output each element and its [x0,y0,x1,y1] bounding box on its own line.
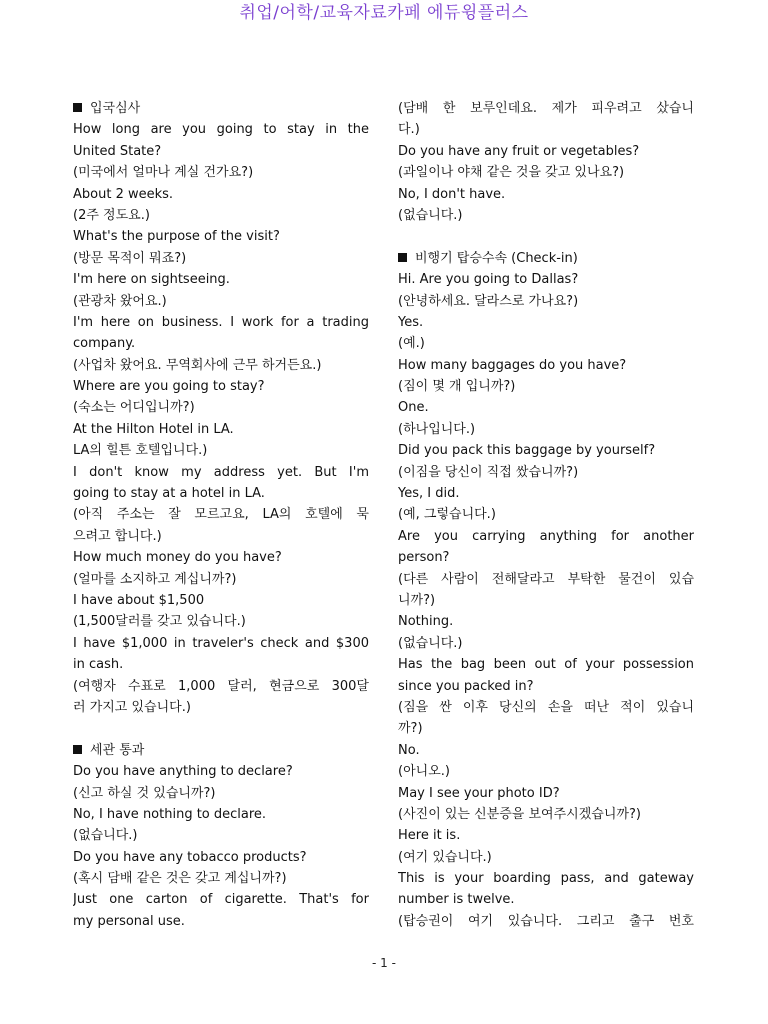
text-line: (아직 주소는 잘 모르고요, LA의 호텔에 묵 [73,507,369,523]
section-heading [398,248,694,269]
text-line: (예, 그렇습니다.) [398,507,496,523]
text-line: (안녕하세요. 달라스로 가나요?) [398,293,579,309]
text-line: Are you carrying anything for another [398,528,694,544]
square-bullet-icon [73,745,82,754]
text-line: 니까?) [398,592,436,608]
text-line: Has the bag been out of your possession [398,657,694,673]
text-line: (과일이나 야채 같은 것을 갖고 있나요?) [398,165,625,181]
text-line: in cash. [73,657,124,673]
blank-line [73,718,369,739]
text-line: Do you have anything to declare? [73,764,293,780]
text-line: (없습니다.) [73,828,138,844]
text-line: Nothing. [398,614,454,630]
text-line: (다른 사람이 전해달라고 부탁한 물건이 있습 [398,571,694,587]
left-column [73,98,369,932]
text-line: At the Hilton Hotel in LA. [73,421,234,437]
text-line: (이짐을 당신이 직접 쌌습니까?) [398,464,579,480]
text-line: How many baggages do you have? [398,357,627,373]
text-line: No. [398,742,420,758]
text-line: I'm here on sightseeing. [73,272,230,288]
text-line: May I see your photo ID? [398,785,560,801]
section-heading-text: 입국심사 [90,101,141,116]
text-line: I'm here on business. I work for a trading [73,314,369,330]
text-line: I have about $1,500 [73,592,205,608]
text-line: Just one carton of cigarette. That's for [73,892,369,908]
text-line: United State? [73,143,162,159]
text-line: (사업차 왔어요. 무역회사에 근무 하거든요.) [73,357,322,373]
text-line: (탑승권이 여기 있습니다. 그리고 출구 번호 [398,913,694,929]
text-line: How much money do you have? [73,550,282,566]
text-line: (혹시 담배 같은 것은 갖고 계십니까?) [73,871,287,887]
text-line: (사진이 있는 신분증을 보여주시겠습니까?) [398,806,641,822]
text-line: (없습니다.) [398,207,463,223]
text-line: 러 가지고 있습니다.) [73,699,191,715]
text-line: my personal use. [73,913,185,929]
text-line: One. [398,400,429,416]
text-line: (미국에서 얼마나 계실 건가요?) [73,165,254,181]
text-line: (2주 정도요.) [73,207,150,223]
text-line: 다.) [398,122,420,138]
square-bullet-icon [398,253,407,262]
text-line: About 2 weeks. [73,186,174,202]
text-line: Where are you going to stay? [73,379,265,395]
text-line: Yes. [398,314,424,330]
square-bullet-icon [73,103,82,112]
text-line: (신고 하실 것 있습니까?) [73,785,216,801]
text-line: 으려고 합니다.) [73,528,162,544]
text-line: (관광차 왔어요.) [73,293,167,309]
right-column [398,98,694,932]
text-line: (여행자 수표로 1,000 달러, 현금으로 300달 [73,678,369,694]
section-heading-text: 비행기 탑승수속 (Check-in) [415,250,578,266]
text-line: since you packed in? [398,678,534,694]
section-heading [73,740,369,761]
text-line: Do you have any fruit or vegetables? [398,143,640,159]
text-line: (1,500달러를 갖고 있습니다.) [73,614,246,630]
text-line: Do you have any tobacco products? [73,849,307,865]
text-line: I have $1,000 in traveler's check and $300 [73,635,369,651]
text-line: (아니오.) [398,764,450,780]
text-line: No, I have nothing to declare. [73,806,267,822]
text-line: This is your boarding pass, and gateway [398,871,694,887]
text-line: (방문 목적이 뭐죠?) [73,250,187,266]
text-line: (예.) [398,336,425,352]
text-line: (담배 한 보루인데요. 제가 피우려고 샀습니 [398,101,694,116]
text-line: 까?) [398,721,423,737]
text-line: (없습니다.) [398,635,463,651]
text-line: Did you pack this baggage by yourself? [398,443,656,459]
text-line: How long are you going to stay in the [73,122,369,138]
text-line: (짐이 몇 개 입니까?) [398,379,516,395]
text-line: Hi. Are you going to Dallas? [398,272,579,288]
section-heading [73,98,369,119]
text-line: going to stay at a hotel in LA. [73,486,265,502]
page-header-title: 취업/어학/교육자료카페 에듀윙플러스 [239,3,529,23]
text-line: Here it is. [398,828,461,844]
text-line: (숙소는 어디입니까?) [73,400,195,416]
section-heading-text: 세관 통과 [90,742,145,758]
text-line: (여기 있습니다.) [398,849,492,865]
text-line: No, I don't have. [398,186,506,202]
text-line: LA의 힐튼 호텔입니다.) [73,443,208,459]
text-line: (하나입니다.) [398,421,476,437]
page-number: - 1 - [372,956,396,970]
text-line: (짐을 싼 이후 당신의 손을 떠난 적이 있습니 [398,699,694,715]
text-line: What's the purpose of the visit? [73,229,280,245]
text-line: company. [73,336,136,352]
text-line: number is twelve. [398,892,515,908]
blank-line [398,226,694,247]
text-line: (얼마를 소지하고 계십니까?) [73,571,237,587]
text-line: Yes, I did. [398,486,460,502]
text-line: I don't know my address yet. But I'm [73,464,369,480]
text-line: person? [398,550,450,566]
